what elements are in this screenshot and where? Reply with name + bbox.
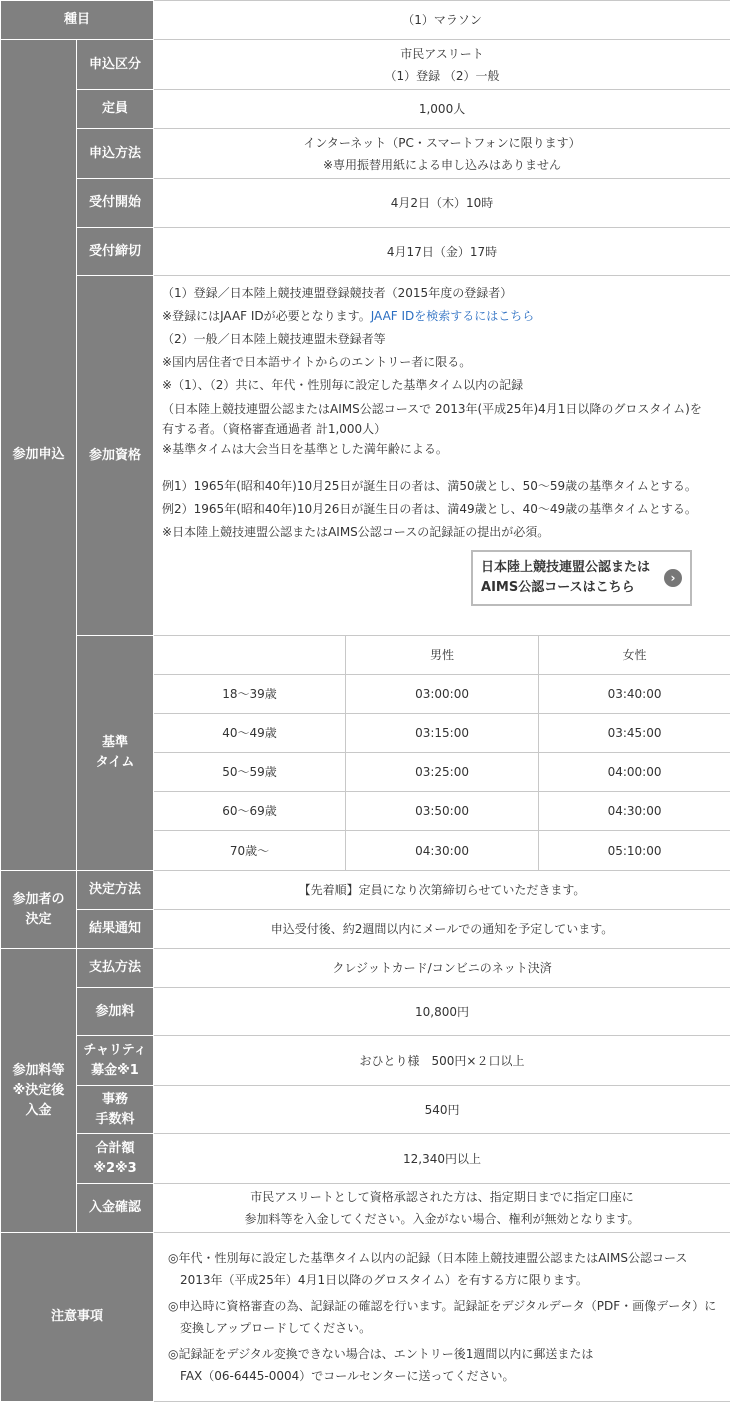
decision-method-label: 決定方法 (77, 871, 154, 910)
qualification-label: 参加資格 (77, 276, 154, 636)
decision-label: 参加者の 決定 (1, 871, 77, 949)
method-label: 申込方法 (77, 129, 154, 179)
capacity-label: 定員 (77, 90, 154, 129)
charity-label: チャリティ 募金※1 (77, 1036, 154, 1086)
confirm-value: 市民アスリートとして資格承認された方は、指定期日までに指定口座に 参加料等を入金してください。入金がない場合、権利が無効となります。 (154, 1184, 730, 1233)
notify-value: 申込受付後、約2週間以内にメールでの通知を予定しています。 (154, 910, 730, 949)
decision-method-value: 【先着順】定員になり次第締切らせていただきます。 (154, 871, 730, 910)
office-fee-label: 事務 手数料 (77, 1086, 154, 1134)
standard-male-time: 03:25:00 (346, 753, 539, 792)
fees-label: 参加料等 ※決定後 入金 (1, 949, 77, 1233)
deadline-value: 4月17日（金）17時 (154, 228, 730, 276)
office-fee-value: 540円 (154, 1086, 730, 1134)
aims-course-button[interactable]: 日本陸上競技連盟公認または AIMS公認コースはこちら › (471, 550, 692, 606)
category-value: 市民アスリート （1）登録 （2）一般 (154, 40, 730, 90)
standard-male-time: 03:50:00 (346, 792, 539, 831)
start-label: 受付開始 (77, 179, 154, 228)
standard-male-time: 04:30:00 (346, 831, 539, 871)
application-label: 参加申込 (1, 40, 77, 871)
chevron-right-icon: › (664, 569, 682, 587)
standard-female-time: 05:10:00 (539, 831, 730, 871)
note-item: ◎年代・性別毎に設定した基準タイム以内の記録（日本陸上競技連盟公認またはAIMS公認コース 2013年（平成25年）4月1日以降のグロスタイム）を有する方に限ります。 (168, 1251, 688, 1287)
standard-female-time: 04:30:00 (539, 792, 730, 831)
standard-female-time: 03:45:00 (539, 714, 730, 753)
entry-fee-label: 参加料 (77, 988, 154, 1036)
method-value: インターネット（PC・スマートフォンに限ります） ※専用振替用紙による申し込みはありません (154, 129, 730, 179)
standard-age: 60～69歳 (154, 792, 346, 831)
standard-age: 18～39歳 (154, 675, 346, 714)
notify-label: 結果通知 (77, 910, 154, 949)
start-value: 4月2日（木）10時 (154, 179, 730, 228)
standard-age: 40～49歳 (154, 714, 346, 753)
standard-time-label: 基準 タイム (77, 636, 154, 871)
total-label: 合計額 ※2※3 (77, 1134, 154, 1184)
jaaf-id-search-link[interactable]: JAAF IDを検索するにはこちら (370, 309, 535, 323)
qualification-body: （1）登録／日本陸上競技連盟登録競技者（2015年度の登録者） ※登録にはJAAF IDが必要となります。JAAF IDを検索するにはこちら （2）一般／日本陸上競技連盟未登録者等 ※国内居住者で日本語サイトからのエントリー者に限る。 ※（1）、（2）共に、年代・性別毎に設定した基準タイム以内の記録 （日本陸上競技連盟公認またはAIMS公認コースで 2013年(平成25年)4月1日以降のグロスタイム)を 有する者。（資格審査通過者 計1,000人） ※基準タイムは大会当日を基準とした満年齢による。 例1）1965年(昭和40年)10月25日が誕生日の者は、満50歳とし、50～59歳の基準タイムとする。 例2）1965年(昭和40年)10月26日が誕生日の者は、満49歳とし、40～49歳の基準タイムとする。 ※日本陸上競技連盟公認またはAIMS公認コースの記録証の提出が必須。 日本陸上競技連盟公認または AIMS公認コースはこちら › (154, 276, 730, 636)
event-value: （1）マラソン (154, 1, 730, 40)
standard-male-time: 03:00:00 (346, 675, 539, 714)
deadline-label: 受付締切 (77, 228, 154, 276)
note-item: ◎申込時に資格審査の為、記録証の確認を行います。記録証をデジタルデータ（PDF・画像データ）に 変換しアップロードしてください。 (168, 1299, 717, 1335)
standard-header-male: 男性 (346, 636, 539, 675)
standard-male-time: 03:15:00 (346, 714, 539, 753)
charity-value: おひとり様 500円×２口以上 (154, 1036, 730, 1086)
standard-age: 50～59歳 (154, 753, 346, 792)
entry-fee-value: 10,800円 (154, 988, 730, 1036)
capacity-value: 1,000人 (154, 90, 730, 129)
standard-header-empty (154, 636, 346, 675)
payment-value: クレジットカード/コンビニのネット決済 (154, 949, 730, 988)
note-item: ◎記録証をデジタル変換できない場合は、エントリー後1週間以内に郵送または FAX（06-6445-0004）でコールセンターに送ってください。 (168, 1347, 594, 1383)
category-label: 申込区分 (77, 40, 154, 90)
event-label: 種目 (1, 1, 154, 40)
notes-body (154, 1233, 730, 1402)
standard-header-female: 女性 (539, 636, 730, 675)
payment-label: 支払方法 (77, 949, 154, 988)
confirm-label: 入金確認 (77, 1184, 154, 1233)
notes-label: 注意事項 (1, 1233, 154, 1402)
standard-age: 70歳～ (154, 831, 346, 871)
standard-female-time: 03:40:00 (539, 675, 730, 714)
standard-female-time: 04:00:00 (539, 753, 730, 792)
total-value: 12,340円以上 (154, 1134, 730, 1184)
